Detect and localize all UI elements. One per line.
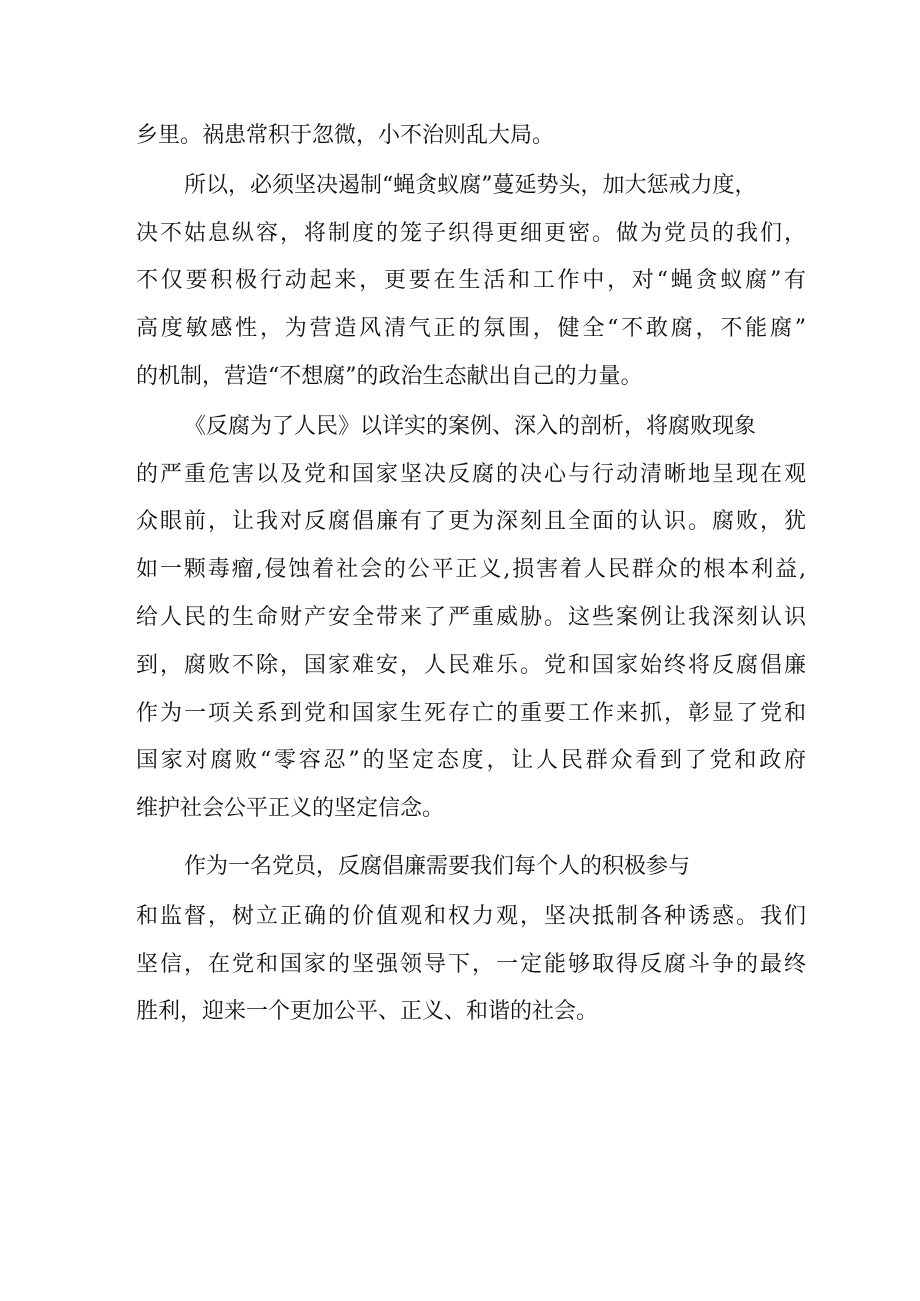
text-line: 所以，必须坚决遏制“蝇贪蚁腐”蔓延势头，加大惩戒力度，: [184, 172, 757, 198]
text-line: 《反腐为了人民》以详实的案例、深入的剖析，将腐败现象: [184, 413, 757, 439]
text-line: 众眼前，让我对反腐倡廉有了更为深刻且全面的认识。腐败，犹: [136, 509, 806, 535]
text-line: 给人民的生命财产安全带来了严重威胁。这些案例让我深刻认识: [136, 604, 806, 630]
text-line: 的机制，营造“不想腐”的政治生态献出自己的力量。: [136, 363, 643, 389]
text-line: 作为一名党员，反腐倡廉需要我们每个人的积极参与: [184, 853, 691, 879]
paragraph-3: [136, 403, 806, 833]
text-line: 到，腐败不除，国家难安，人民难乐。党和国家始终将反腐倡廉: [136, 652, 806, 678]
text-line: 作为一项关系到党和国家生死存亡的重要工作来抓，彰显了党和: [136, 700, 806, 726]
text-line: 的严重危害以及党和国家坚决反腐的决心与行动清晰地呈现在观: [136, 461, 806, 487]
text-line: 高度敏感性，为营造风清气正的氛围，健全“不敢腐，不能腐”: [136, 316, 806, 342]
text-line: 乡里。祸患常积于忽微，小不治则乱大局。: [136, 123, 555, 148]
text-line: 如一颗毒瘤,侵蚀着社会的公平正义,损害着人民群众的根本利益,: [136, 557, 806, 583]
text-line: 维护社会公平正义的坚定信念。: [136, 796, 445, 822]
text-line: 不仅要积极行动起来，更要在生活和工作中，对“蝇贪蚁腐”有: [136, 268, 806, 294]
body-text: [136, 112, 806, 1036]
paragraph-1: [136, 112, 806, 160]
paragraph-2: [136, 162, 806, 401]
text-line: 胜利，迎来一个更加公平、正义、和谐的社会。: [136, 999, 599, 1025]
text-line: 和监督，树立正确的价值观和权力观，坚决抵制各种诱惑。我们: [136, 903, 806, 929]
text-line: 决不姑息纵容，将制度的笼子织得更细更密。做为党员的我们，: [136, 220, 806, 246]
text-line: 坚信，在党和国家的坚强领导下，一定能够取得反腐斗争的最终: [136, 951, 806, 977]
paragraph-4: [136, 843, 806, 1036]
text-line: 国家对腐败“零容忍”的坚定态度，让人民群众看到了党和政府: [136, 748, 806, 774]
